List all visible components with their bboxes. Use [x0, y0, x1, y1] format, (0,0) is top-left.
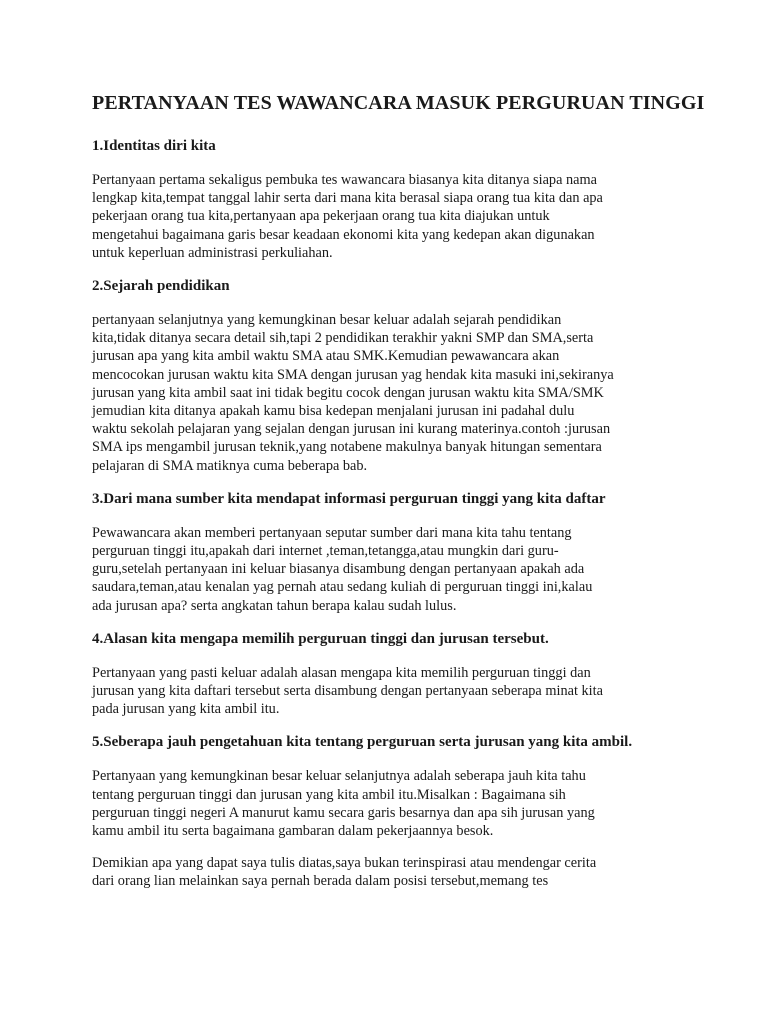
text-line: perguruan tinggi negeri A manurut kamu secara garis besarnya dan apa sih jurusan yang [92, 804, 595, 821]
section-1 [92, 136, 692, 262]
document-page [92, 92, 705, 905]
text-line: pekerjaan orang tua kita,pertanyaan apa pekerjaan orang tua kita diajukan untuk [92, 208, 550, 225]
section-5 [92, 732, 692, 840]
text-line: jurusan apa yang kita ambil waktu SMA atau SMK.Kemudian pewawancara akan [92, 348, 560, 365]
text-line: tentang perguruan tinggi dan jurusan yang kita ambil itu.Misalkan : Bagaimana sih [92, 786, 566, 803]
section-paragraph [92, 311, 692, 475]
text-line: Pertanyaan pertama sekaligus pembuka tes wawancara biasanya kita ditanya siapa nama [92, 172, 597, 188]
text-line: Pertanyaan yang kemungkinan besar keluar selanjutnya adalah seberapa jauh kita tahu [92, 768, 586, 785]
text-line: jemudian kita ditanya apakah kamu bisa kedepan menjalani jurusan ini padahal dulu [92, 403, 575, 420]
section-paragraph [92, 171, 692, 262]
text-line: SMA ips mengambil jurusan teknik,yang notabene makulnya banyak hitungan sementara [92, 439, 602, 456]
section-heading: 5.Seberapa jauh pengetahuan kita tentang perguruan serta jurusan yang kita ambil. [92, 734, 633, 751]
text-line: lengkap kita,tempat tanggal lahir serta dari mana kita berasal siapa orang tua kita dan apa [92, 190, 603, 207]
text-line: jurusan yang kita ambil saat ini tidak begitu cocok dengan jurusan waktu kita SMA/SMK [92, 384, 604, 401]
section-3 [92, 489, 692, 615]
section-heading: 4.Alasan kita mengapa memilih perguruan tinggi dan jurusan tersebut. [92, 630, 549, 647]
section-heading: 3.Dari mana sumber kita mendapat informasi perguruan tinggi yang kita daftar [92, 490, 606, 507]
section-4 [92, 629, 692, 719]
text-line: dari orang lian melainkan saya pernah berada dalam posisi tersebut,memang tes [92, 873, 549, 890]
text-line: Pewawancara akan memberi pertanyaan seputar sumber dari mana kita tahu tentang [92, 524, 572, 541]
text-line: kamu ambil itu serta bagaimana gambaran dalam pekerjaannya besok. [92, 823, 494, 840]
section-paragraph [92, 524, 692, 615]
text-line: mencocokan jurusan waktu kita SMA dengan jurusan yag hendak kita masuki ini,sekiranya [92, 366, 614, 383]
closing-paragraph [92, 854, 692, 890]
document-title: PERTANYAAN TES WAWANCARA MASUK PERGURUAN TINGGI [92, 92, 705, 114]
text-line: pertanyaan selanjutnya yang kemungkinan besar keluar adalah sejarah pendidikan [92, 312, 562, 329]
text-line: Demikian apa yang dapat saya tulis diatas,saya bukan terinspirasi atau mendengar cerita [92, 855, 597, 872]
text-line: guru,setelah pertanyaan ini keluar biasanya disambung dengan pertanyaan apakah ada [92, 561, 585, 578]
section-paragraph [92, 767, 692, 840]
text-line: mengetahui bagaimana garis besar keadaan ekonomi kita yang kedepan akan digunakan [92, 226, 595, 243]
text-line: pada jurusan yang kita ambil itu. [92, 701, 280, 718]
section-heading: 2.Sejarah pendidikan [92, 278, 230, 295]
text-line: Pertanyaan yang pasti keluar adalah alasan mengapa kita memilih perguruan tinggi dan [92, 664, 591, 681]
text-line: perguruan tinggi itu,apakah dari internet ,teman,tetangga,atau mungkin dari guru- [92, 543, 559, 560]
text-line: ada jurusan apa? serta angkatan tahun berapa kalau sudah lulus. [92, 597, 457, 614]
text-line: kita,tidak ditanya secara detail sih,tapi 2 pendidikan terakhir yakni SMP dan SMA,serta [92, 330, 594, 347]
section-2 [92, 276, 692, 475]
text-line: saudara,teman,atau kenalan yag pernah atau sedang kuliah di perguruan tinggi ini,kalau [92, 579, 593, 596]
section-heading: 1.Identitas diri kita [92, 138, 216, 154]
text-line: jurusan yang kita daftari tersebut serta disambung dengan pertanyaan seberapa minat kita [92, 683, 603, 700]
section-paragraph [92, 664, 692, 719]
text-line: untuk keperluan administrasi perkuliahan. [92, 244, 333, 261]
text-line: pelajaran di SMA matiknya cuma beberapa bab. [92, 457, 368, 474]
text-line: waktu sekolah pelajaran yang sejalan dengan jurusan ini kurang materinya.contoh :jurusan [92, 421, 611, 438]
